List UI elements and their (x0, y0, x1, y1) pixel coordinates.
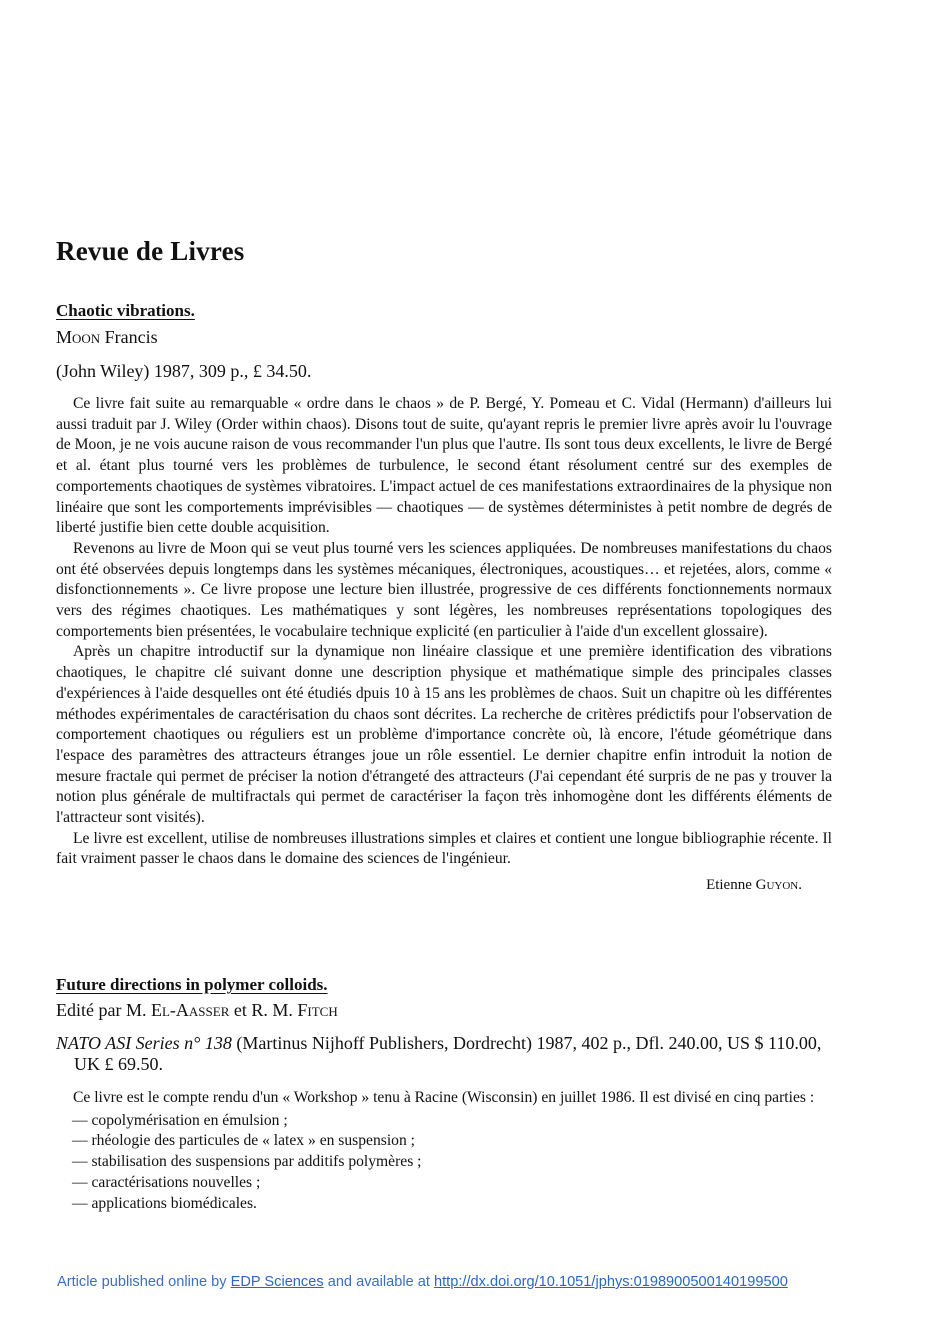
list-item: — caractérisations nouvelles ; (72, 1173, 261, 1191)
review-paragraph: Ce livre est le compte rendu d'un « Workshop » tenu à Racine (Wisconsin) en juillet 1986. Il est divisé en cinq parties : (73, 1089, 815, 1106)
page-title: Revue de Livres (56, 236, 245, 266)
parts-list (56, 1111, 832, 1215)
list-item: — rhéologie des particules de « latex » en suspension ; (72, 1132, 415, 1150)
publisher-link[interactable]: EDP Sciences (230, 1274, 324, 1290)
editors-prefix: Edité par M. (56, 1000, 147, 1020)
reviewer-given-name: Etienne (706, 877, 752, 894)
review-body (56, 394, 832, 870)
list-item: — copolymérisation en émulsion ; (72, 1111, 288, 1129)
author-given-name: Francis (104, 327, 158, 347)
reviewer-surname: Guyon. (755, 877, 802, 894)
review-body (56, 1088, 832, 1109)
review-title: Future directions in polymer colloids. (56, 975, 328, 994)
list-item: — applications biomédicales. (72, 1194, 257, 1212)
review-paragraph: Le livre est excellent, utilise de nombreuses illustrations simples et claires et contient une longue bibliographie récente. Il fait vraiment passer le chaos dans le domaine des sciences de l'ingénieur. (56, 829, 832, 868)
review-polymer-colloids (56, 975, 832, 1214)
publisher-details: (Martinus Nijhoff Publishers, Dordrecht) 1987, 402 p., Dfl. 240.00, US $ 110.00, UK £ 69.50. (74, 1033, 822, 1074)
list-item: — stabilisation des suspensions par additifs polymères ; (72, 1153, 422, 1171)
review-paragraph: Revenons au livre de Moon qui se veut plus tourné vers les sciences appliquées. De nombreuses manifestations du chaos ont été observées depuis longtemps dans les systèmes mécaniques, électroniques, acoustiques… et rejetées, alors, comme « disfonctionnements ». Ce livre propose une lecture bien illustrée, progressive de ces différents fonctionnements normaux vers des régimes chaotiques. Les mathématiques y sont légères, les nombreuses représentations topologiques des comportements bien présentées, le vocabulaire technique explicité (en particulier à l'aide d'un excellent glossaire). (56, 539, 832, 640)
review-chaotic-vibrations (56, 301, 832, 894)
review-editors (56, 1000, 832, 1021)
editor-surname: Fitch (297, 1000, 338, 1020)
footer-prefix: Article published online by (57, 1274, 227, 1290)
reviewer-signature (56, 877, 832, 894)
publication-info (56, 1033, 832, 1075)
editor-surname: El-Aasser (150, 1000, 230, 1020)
editors-middle: et R. M. (233, 1000, 293, 1020)
footer-middle: and available at (327, 1274, 430, 1290)
publication-footer (57, 1274, 788, 1290)
review-paragraph: Après un chapitre introductif sur la dynamique non linéaire classique et une première identification des vibrations chaotiques, le chapitre clé suivant donne une description physique et mathématique simple des principales classes d'expériences à l'aide desquelles ont été étudiés dpuis 10 à 15 ans les problèmes de chaos. Suit un chapitre où les différentes méthodes expérimentales de caractérisation du chaos sont décrites. La recherche de critères prédictifs pour l'observation de comportement chaotiques ou réguliers est un problème d'importance concrète où, là encore, l'étude géométrique dans l'espace des paramètres des attracteurs étranges joue un rôle essentiel. Le dernier chapitre enfin introduit la notion de mesure fractale qui permet de préciser la notion d'étrangeté des attracteurs (J'ai cependant été surpris de ne pas y trouver la notion plus générale de multifractals qui permet de caractériser la façon très inhomogène dont les différents éléments de l'attracteur sont visités). (56, 643, 832, 827)
doi-link[interactable]: http://dx.doi.org/10.1051/jphys:0198900500140199500 (434, 1274, 788, 1290)
author-surname: Moon (56, 327, 101, 347)
series-name: NATO ASI Series n° 138 (56, 1033, 232, 1053)
review-title: Chaotic vibrations. (56, 301, 195, 320)
publication-info: (John Wiley) 1987, 309 p., £ 34.50. (56, 361, 312, 381)
review-author (56, 327, 832, 348)
review-paragraph: Ce livre fait suite au remarquable « ordre dans le chaos » de P. Bergé, Y. Pomeau et C. Vidal (Hermann) d'ailleurs lui aussi traduit par J. Wiley (Order within chaos). Disons tout de suite, qu'ayant repris le premier livre après avoir lu l'ouvrage de Moon, je ne vois aucune raison de vous recommander l'un plus que l'autre. Ils sont tous deux excellents, le livre de Bergé et al. étant plus tourné vers les problèmes de turbulence, le second étant résolument centré sur des exemples de comportements chaotiques de systèmes vibratoires. L'impact actuel de ces manifestations extraordinaires de la physique non linéaire que sont les comportements imprévisibles — chaotiques — de systèmes déterministes à petit nombre de degrés de liberté justifie bien cette double acquisition. (56, 395, 832, 537)
